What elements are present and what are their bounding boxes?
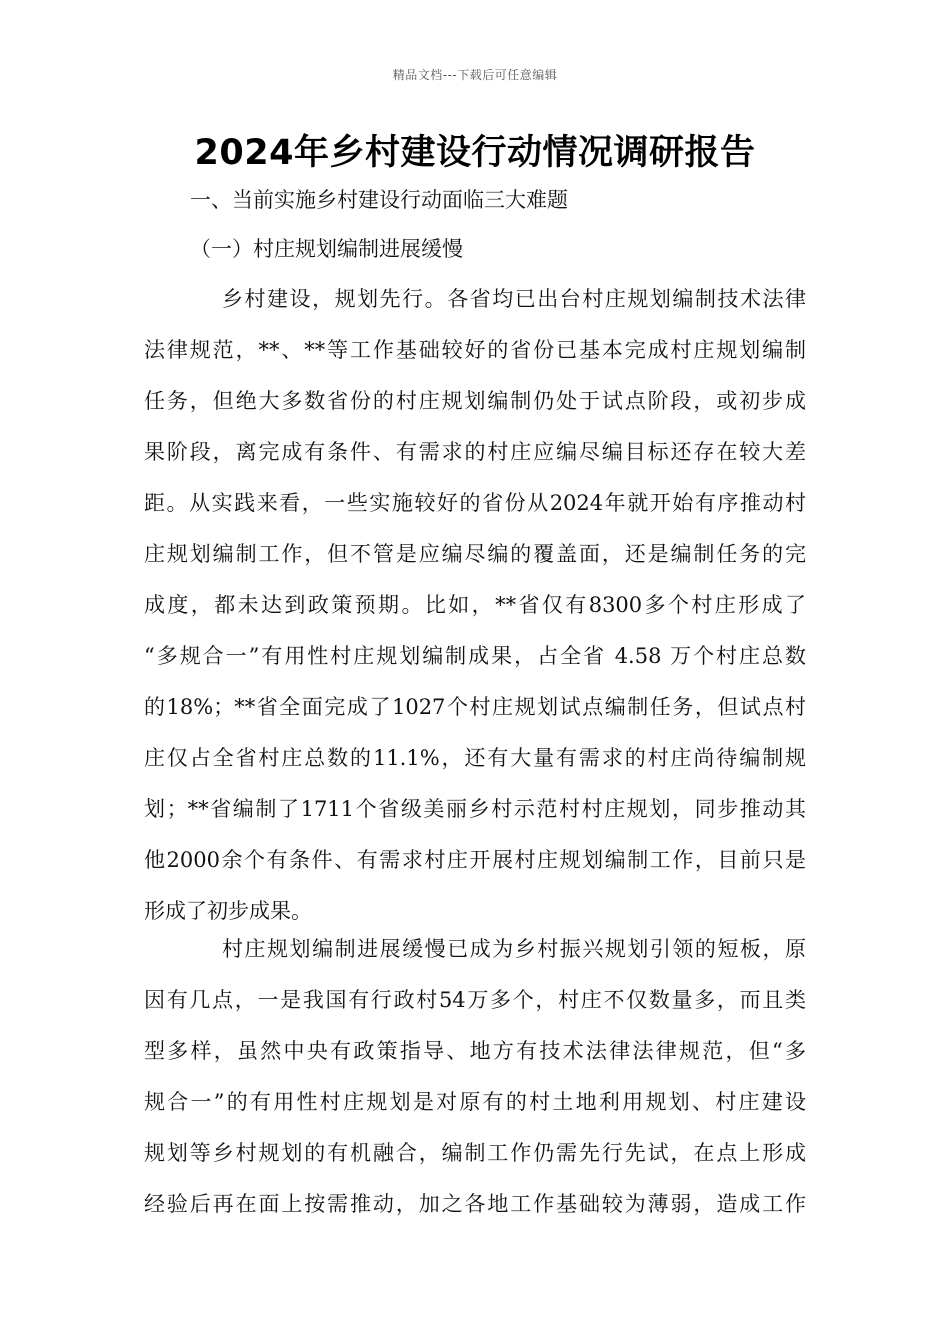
- subsection-heading: （一）村庄规划编制进展缓慢: [190, 237, 463, 261]
- paragraph-line: 果阶段，离完成有条件、有需求的村庄应编尽编目标还存在较大差: [144, 440, 806, 464]
- document-title: 2024年乡村建设行动情况调研报告: [194, 133, 756, 173]
- paragraph-line: 乡村建设，规划先行。各省均已出台村庄规划编制技术法律: [222, 287, 806, 311]
- paragraph-line: 因有几点，一是我国有行政村54万多个，村庄不仅数量多，而且类: [144, 988, 806, 1012]
- paragraph-line: 的18%；**省全面完成了1027个村庄规划试点编制任务，但试点村: [144, 695, 806, 719]
- paragraph-line: 庄仅占全省村庄总数的11.1%，还有大量有需求的村庄尚待编制规: [144, 746, 806, 770]
- paragraph-line: 划；**省编制了1711个省级美丽乡村示范村村庄规划，同步推动其: [144, 797, 806, 821]
- paragraph-line: 法律规范，**、**等工作基础较好的省份已基本完成村庄规划编制: [144, 338, 806, 362]
- paragraph-line: 规合一”的有用性村庄规划是对原有的村土地利用规划、村庄建设: [144, 1090, 806, 1114]
- paragraph-line: 规划等乡村规划的有机融合，编制工作仍需先行先试，在点上形成: [144, 1141, 806, 1165]
- paragraph-line: 任务，但绝大多数省份的村庄规划编制仍处于试点阶段，或初步成: [144, 389, 806, 413]
- section-heading: 一、当前实施乡村建设行动面临三大难题: [190, 188, 568, 212]
- paragraph-line: 庄规划编制工作，但不管是应编尽编的覆盖面，还是编制任务的完: [144, 542, 806, 566]
- paragraph-line: 型多样，虽然中央有政策指导、地方有技术法律法律规范，但“多: [144, 1039, 806, 1063]
- body-paragraph-1: [144, 283, 806, 946]
- paragraph-line: 距。从实践来看，一些实施较好的省份从2024年就开始有序推动村: [144, 491, 806, 515]
- paragraph-line: 村庄规划编制进展缓慢已成为乡村振兴规划引领的短板，原: [222, 937, 806, 961]
- body-paragraph-2: [144, 933, 806, 1239]
- paragraph-line: 成度，都未达到政策预期。比如，**省仅有8300多个村庄形成了: [144, 593, 806, 617]
- paragraph-line: 经验后再在面上按需推动，加之各地工作基础较为薄弱，造成工作: [144, 1192, 806, 1216]
- paragraph-line: 他2000余个有条件、有需求村庄开展村庄规划编制工作，目前只是: [144, 848, 806, 872]
- header-watermark: 精品文档---下载后可任意编辑: [392, 68, 558, 82]
- paragraph-line: 形成了初步成果。: [144, 899, 312, 923]
- paragraph-line: “多规合一”有用性村庄规划编制成果，占全省 4.58 万个村庄总数: [144, 644, 806, 668]
